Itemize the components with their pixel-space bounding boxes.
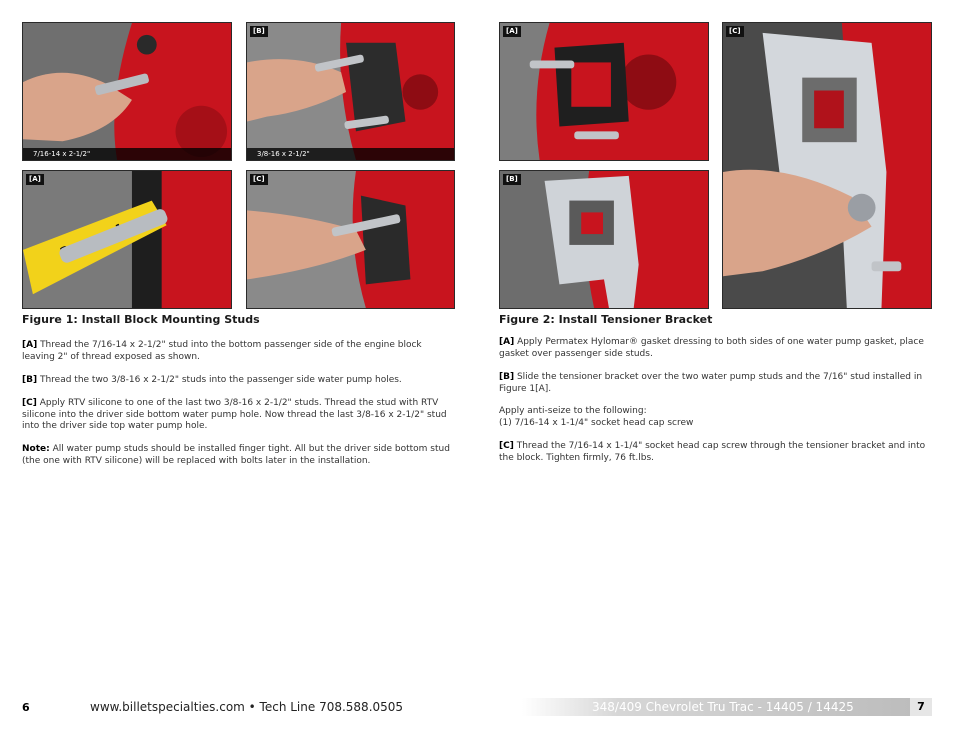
- page-number-right: 7: [910, 698, 932, 716]
- step-label: [B]: [499, 372, 515, 382]
- step-a: [22, 340, 454, 363]
- step-text: Apply Permatex Hylomar® gasket dressing to both sides of one water pump gasket, place gasket over passenger side studs.: [499, 337, 924, 359]
- step-c: [499, 441, 931, 464]
- photo-tag: [C]: [726, 26, 744, 37]
- step-label: [C]: [499, 441, 514, 451]
- step-label: [A]: [499, 337, 515, 347]
- step-label: [B]: [22, 375, 38, 385]
- step-label: [C]: [22, 398, 37, 408]
- step-text: Thread the 7/16-14 x 1-1/4" socket head cap screw through the tensioner bracket and into the block. Tighten firmly, 76 ft.lbs.: [499, 441, 926, 463]
- photo-caption: 3/8-16 x 2-1/2": [247, 148, 454, 160]
- photo-caption: 7/16-14 x 2-1/2": [23, 148, 231, 160]
- step-text: Thread the 7/16-14 x 2-1/2" stud into the bottom passenger side of the engine block leaving 2" of thread exposed as shown.: [22, 340, 422, 362]
- photo-tag: [A]: [26, 174, 44, 185]
- figure-1-title: Figure 1: Install Block Mounting Studs: [22, 313, 260, 326]
- step-b: [22, 375, 454, 387]
- photo-tag: [A]: [503, 26, 521, 37]
- photo-tape-measure: [22, 170, 232, 309]
- footer-website: www.billetspecialties.com • Tech Line 708.588.0505: [90, 700, 404, 714]
- page-number-left: 6: [22, 701, 30, 714]
- step-c: [22, 398, 454, 433]
- photo-rtv-stud: [246, 170, 455, 309]
- photo-tag: [B]: [250, 26, 268, 37]
- photo-tag: [B]: [503, 174, 521, 185]
- anti-seize-intro: Apply anti-seize to the following:: [499, 406, 647, 416]
- step-a: [499, 337, 931, 360]
- figure-2-title: Figure 2: Install Tensioner Bracket: [499, 313, 713, 326]
- step-b: [499, 372, 931, 395]
- step-text: Apply RTV silicone to one of the last two 3/8-16 x 2-1/2" studs. Thread the stud with RTV silicone into the driver side bottom water pump hole. Now thread the last 3/8-16 x 2-1/2" stud into the driver side top water pump hole.: [22, 398, 447, 431]
- step-text: Slide the tensioner bracket over the two water pump studs and the 7/16" stud installed in Figure 1[A].: [499, 372, 923, 394]
- photo-tag: [C]: [250, 174, 268, 185]
- photo-stud-3-8: [246, 22, 455, 161]
- note-label: Note:: [22, 444, 50, 454]
- photo-gasket: [499, 22, 709, 161]
- note-text: All water pump studs should be installed finger tight. All but the driver side bottom stud (the one with RTV silicone) will be replaced with bolts later in the installation.: [22, 444, 450, 466]
- step-text: Thread the two 3/8-16 x 2-1/2" studs into the passenger side water pump holes.: [37, 375, 402, 385]
- step-label: [A]: [22, 340, 38, 350]
- note: [22, 444, 454, 467]
- footer-product-title: 348/409 Chevrolet Tru Trac - 14405 / 14425: [592, 700, 854, 714]
- anti-seize-item: (1) 7/16-14 x 1-1/4" socket head cap screw: [499, 418, 694, 428]
- photo-cap-screw: [722, 22, 932, 309]
- photo-stud-7-16: [22, 22, 232, 161]
- photo-bracket-slide: [499, 170, 709, 309]
